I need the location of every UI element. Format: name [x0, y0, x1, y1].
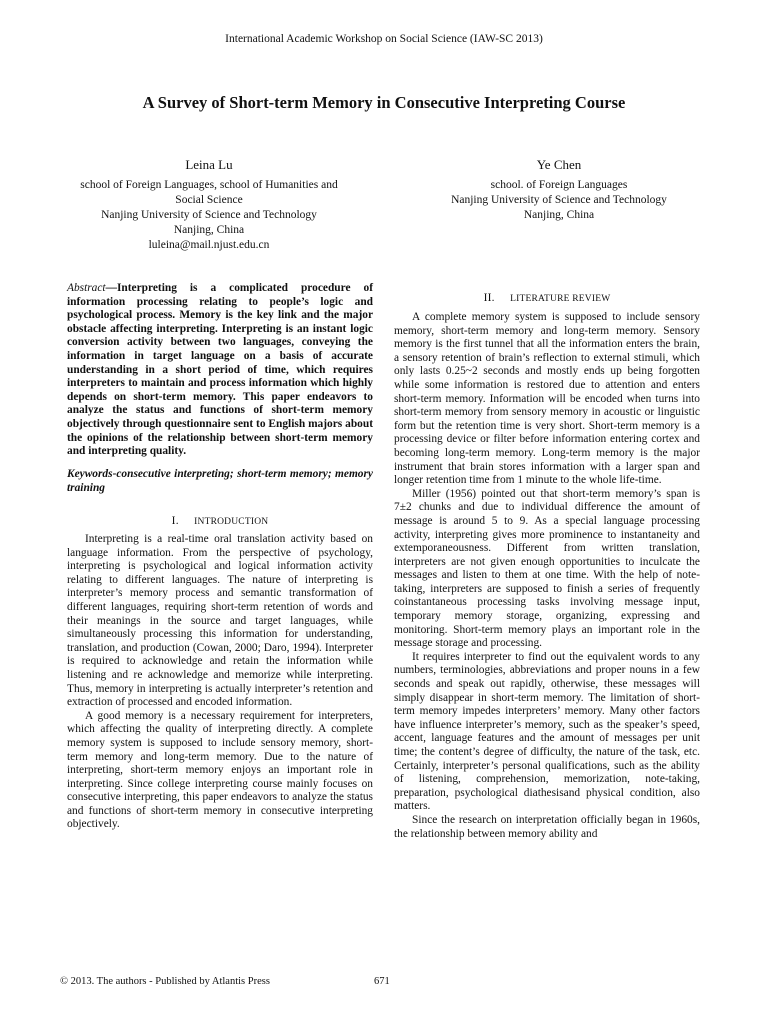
section-heading-literature-review — [394, 292, 700, 304]
abstract-text: —Interpreting is a complicated procedure of information processing relating to people’s logic and psychological process. Memory is the key link and the major obstacle affecting interpreting. Interpreting is an instant logic conversion activity between two languages, conveying the information in target language on a basis of accurate understanding in a short period of time, which requires interpreters to maintain and process information which highly depends on short-term memory. This paper endeavors to analyze the status and functions of short-term memory objectively through questionnaire sent to English majors about the opinions of the relationship between short-term memory and interpreting quality. — [67, 282, 373, 458]
paragraph: Since the research on interpretation officially began in 1960s, the relationship between memory ability and — [394, 813, 700, 840]
introduction-body — [67, 533, 373, 832]
affiliation-line: Social Science — [175, 194, 243, 206]
paragraph: Interpreting is a real-time oral translation activity based on language information. From the perspective of psychology, interpreting is psychological and logical information activity relating to different languages. The nature of interpreting is interpreter’s memory process and semantic transformation of different languages, requiring short-term retention of words and their meanings in the source and target languages, while simultaneously processing this information for understanding, translation, and production (Cowan, 2000; Daro, 1994). Interpreter is required to acknowledge and retain the information while listening and re acknowledge and memorize while interpreting. Thus, memory in interpreting is actually interpreter’s retention and extraction of processed and encoded information. — [67, 533, 373, 709]
paper-title: A Survey of Short-term Memory in Consecutive Interpreting Course — [142, 93, 626, 112]
affiliation-line: Nanjing, China — [523, 209, 595, 221]
page-number: 671 — [374, 976, 390, 987]
affiliation-line: Nanjing, China — [173, 224, 245, 236]
section-title: INTRODUCTION — [194, 517, 269, 527]
section-heading-introduction — [67, 515, 373, 527]
paragraph: A good memory is a necessary requirement for interpreters, which affecting the quality of interpreting directly. A complete memory system is supposed to include sensory memory, short-term memory and long-term memory. Due to the nature of interpreting, short-term memory enjoys an important role in interpreting. Since college interpreting course mainly focuses on consecutive interpreting, this paper endeavors to analyze the status and functions of short-term memory in consecutive interpreting objectively. — [67, 709, 373, 831]
keywords: Keywords-consecutive interpreting; short-term memory; memory training — [67, 468, 373, 494]
abstract-label: Abstract — [67, 282, 106, 294]
affiliation-line: school of Foreign Languages, school of Humanities and — [80, 179, 338, 191]
literature-review-body — [394, 311, 700, 841]
affiliation-line: Nanjing University of Science and Technology — [101, 209, 317, 221]
section-number: I. — [171, 515, 179, 527]
author-name: Ye Chen — [536, 157, 582, 172]
affiliation-line: Nanjing University of Science and Technology — [451, 194, 667, 206]
abstract — [67, 282, 373, 459]
conference-header: International Academic Workshop on Social Science (IAW-SC 2013) — [225, 33, 543, 45]
paragraph: It requires interpreter to find out the equivalent words to any numbers, terminologies, abbreviations and proper nouns in a few seconds and speak out rapidly, otherwise, these messages will simply disappear in short-term memory. The limitation of short-term memory impedes interpreters’ memory. Many other factors have influence interpreter’s memory, such as the speaker’s speed, accent, language features and the amount of messages per unit time; the content’s degree of difficulty, the nature of the task, etc. Certainly, interpreter’s personal qualifications, such as the ability of listening, comprehension, memorization, note-taking, preparation, psychological diathesisand physical condition, also matters. — [394, 650, 700, 813]
author-name: Leina Lu — [185, 157, 233, 172]
paragraph: A complete memory system is supposed to include sensory memory, short-term memory and long-term memory. Sensory memory is the first tunnel that all the information enters the brain, a sensory retention of brain’s reflection to external stimuli, which only lasts 0.25~2 seconds and mostly ends up being forgotten while some information is restored due to attention and enters short-term memory. Information will be encoded when turns into short-term memory from sensory memory in acoustic or linguistic form but the retention time is very short. Short-term memory is a processing device or filter before information entering cortex and becoming long-term memory. Long-term memory is the major instrument that brain stores information with a larger span and longer retention time from 1 minute to the whole life-time. — [394, 311, 700, 487]
author-email: luleina@mail.njust.edu.cn — [148, 239, 270, 251]
author-block-2 — [400, 157, 718, 223]
affiliation-line: school. of Foreign Languages — [490, 179, 628, 191]
footer-copyright: © 2013. The authors - Published by Atlantis Press — [60, 976, 270, 987]
section-title: LITERATURE REVIEW — [510, 294, 611, 304]
section-number: II. — [483, 292, 495, 304]
paragraph: Miller (1956) pointed out that short-term memory’s span is 7±2 chunks and due to individual difference the amount of message is around 5 to 9. As a special language processing activity, interpreting gives more prominence to instantaneity and extemporaneousness. Different from written translation, interpreters are not given enough opportunities to inculcate the messages and listen to them at one time. With the help of note-taking, interpreters are supposed to finish a series of frequently coinstantaneous processing tasks involving message input, temporary memory storage, organizing, expressing and monitoring. Short-term memory plays an important role in the message storage and processing. — [394, 487, 700, 650]
author-block-1 — [50, 157, 368, 253]
